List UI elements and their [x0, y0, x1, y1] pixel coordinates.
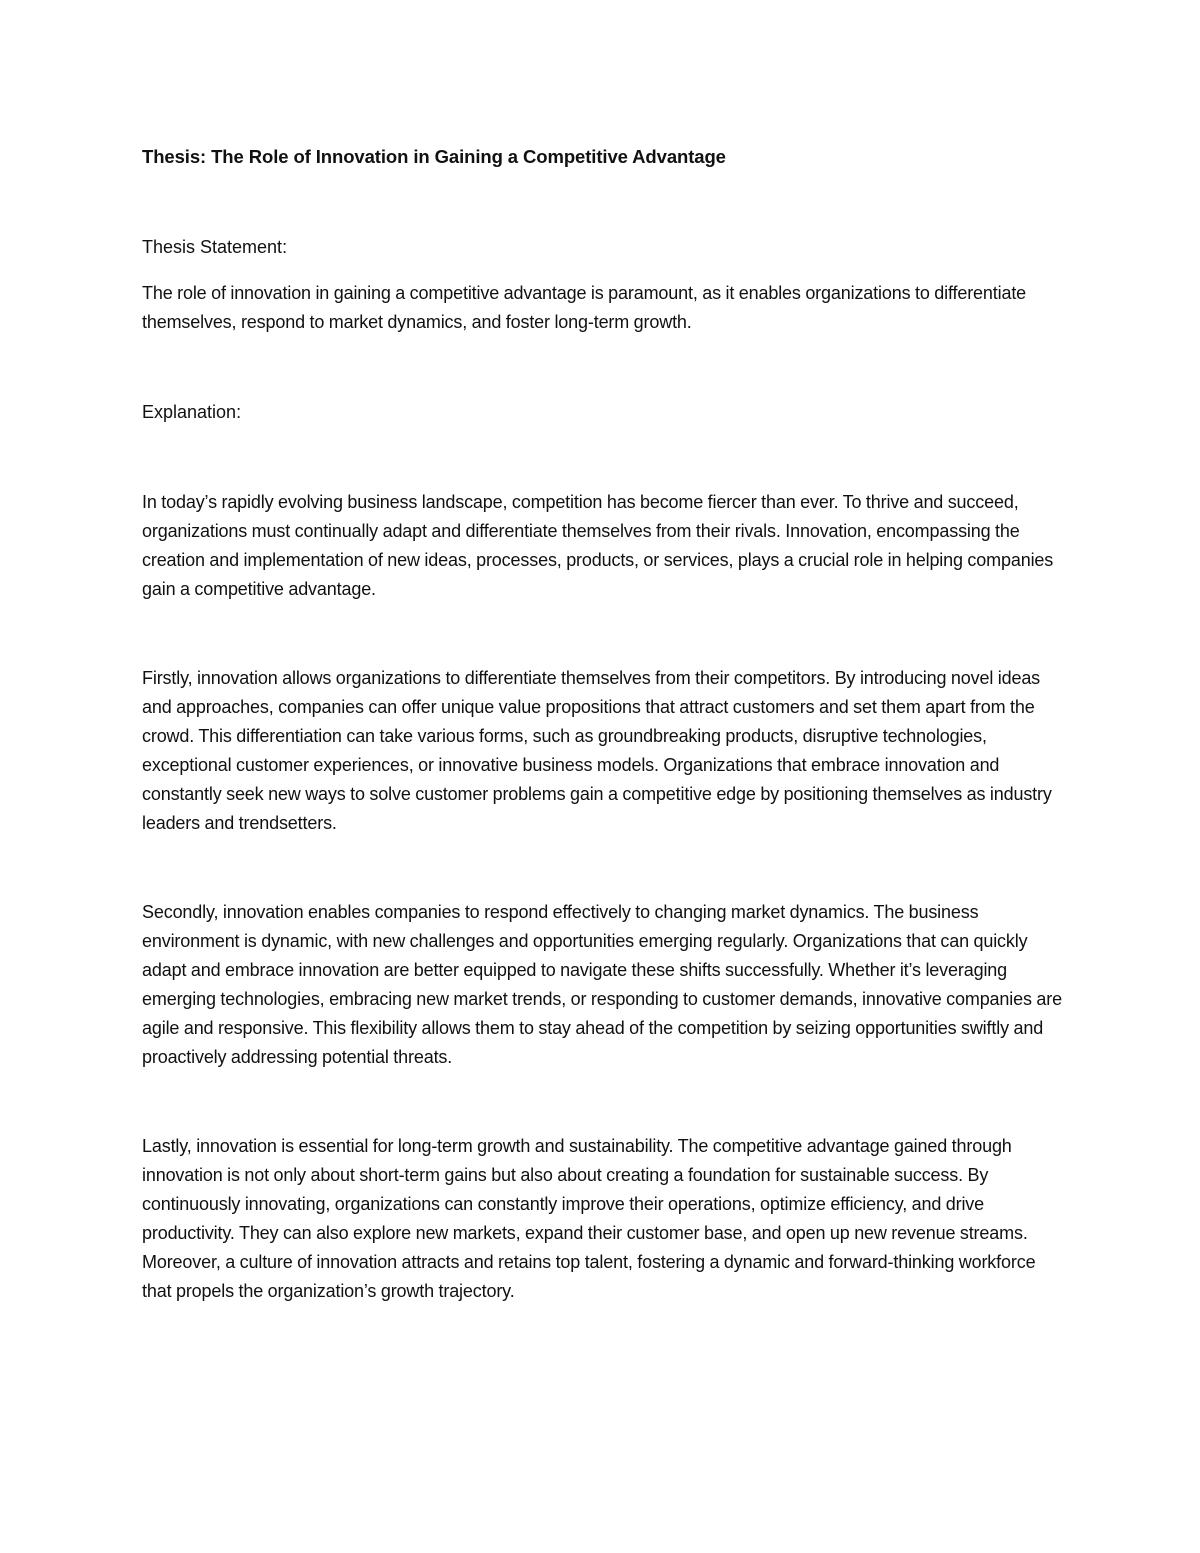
explanation-heading: Explanation:: [142, 402, 242, 422]
spacer: [142, 337, 1067, 398]
body-paragraph-intro: In today’s rapidly evolving business landscape, competition has become fiercer than ever. To thrive and succeed, organizations must continually adapt and differentiate themselves from their rivals. Innovation, encompassing the creation and implementation of new ideas, processes, products, or services, plays a crucial role in helping companies gain a competitive advantage.: [142, 492, 1054, 599]
body-paragraph-firstly: Firstly, innovation allows organizations to differentiate themselves from their competitors. By introducing novel ideas and approaches, companies can offer unique value propositions that attract customers and set them apart from the crowd. This differentiation can take various forms, such as groundbreaking products, disruptive technologies, exceptional customer experiences, or innovative business models. Organizations that embrace innovation and constantly seek new ways to solve customer problems gain a competitive edge by positioning themselves as industry leaders and trendsetters.: [142, 668, 1052, 833]
thesis-statement-text: The role of innovation in gaining a competitive advantage is paramount, as it enables organizations to differentiate themselves, respond to market dynamics, and foster long-term growth.: [142, 283, 1027, 332]
spacer: [142, 262, 1067, 279]
spacer: [142, 604, 1067, 664]
document-body: [142, 142, 1067, 1306]
spacer: [142, 171, 1067, 233]
spacer: [142, 838, 1067, 898]
document-title: Thesis: The Role of Innovation in Gaining a Competitive Advantage: [142, 146, 726, 167]
body-paragraph-lastly: Lastly, innovation is essential for long-term growth and sustainability. The competitive advantage gained through innovation is not only about short-term gains but also about creating a foundation for sustainable success. By continuously innovating, organizations can constantly improve their operations, optimize efficiency, and drive productivity. They can also explore new markets, expand their customer base, and open up new revenue streams. Moreover, a culture of innovation attracts and retains top talent, fostering a dynamic and forward-thinking workforce that propels the organization’s growth trajectory.: [142, 1136, 1036, 1301]
body-paragraph-secondly: Secondly, innovation enables companies to respond effectively to changing market dynamics. The business environment is dynamic, with new challenges and opportunities emerging regularly. Organizations that can quickly adapt and embrace innovation are better equipped to navigate these shifts successfully. Whether it’s leveraging emerging technologies, embracing new market trends, or responding to customer demands, innovative companies are agile and responsive. This flexibility allows them to stay ahead of the competition by seizing opportunities swiftly and proactively addressing potential threats.: [142, 902, 1062, 1067]
thesis-statement-heading: Thesis Statement:: [142, 237, 288, 257]
spacer: [142, 1072, 1067, 1132]
spacer: [142, 427, 1067, 488]
